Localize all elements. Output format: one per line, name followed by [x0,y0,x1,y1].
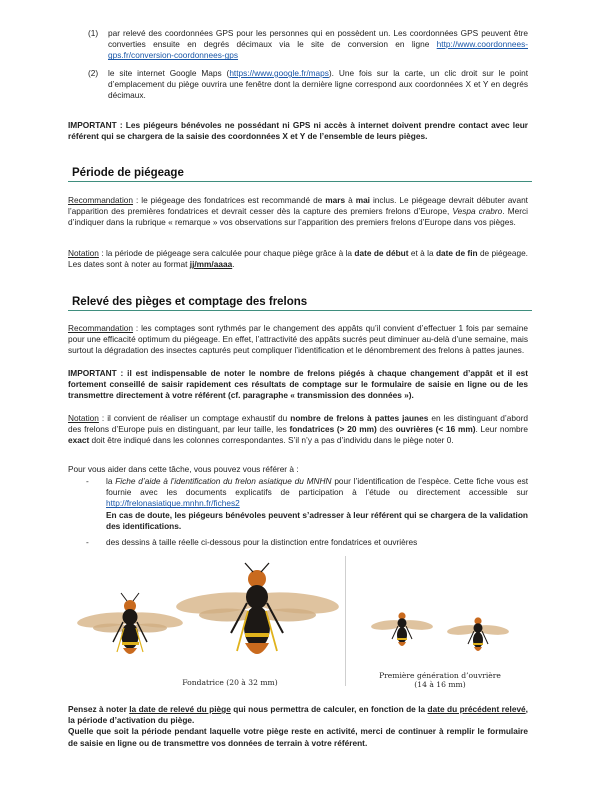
doubt-note: En cas de doute, les piégeurs bénévoles peuvent s’adresser à leur référent qui se chargera de la validation des identifications. [106,509,528,531]
ouvriere-size: ouvrières (< 16 mm) [395,424,476,435]
text: et à la [408,248,436,258]
releve-notation [68,413,528,447]
periode-recommendation [68,195,528,229]
recommendation-label: Recommandation [68,195,134,205]
releve-important: IMPORTANT : il est indispensable de noter le nombre de frelons piégés à chaque changement d’appât et il est fortement conseillé de saisir rapidement ces résultats de comptage sur le formulaire de saisie en ligne ou de les transmettre directement à votre référent (cf. paragraphe « transmission des données »). [68,368,528,401]
text: : il convient de réaliser un comptage exhaustif du [98,413,291,423]
bullet-dash: - [86,476,89,486]
section-title-releve: Relevé des pièges et comptage des frelons [68,296,532,311]
hornet-drawing-fondatrice-large [175,563,340,673]
list-text: ). Une fois sur la carte, un clic droit sur le point d’emplacement du piège ouvrira une fenêtre dont la dernière ligne correspond aux coordonnées X et Y en degrés décimaux. [108,68,528,101]
month-start: mars [325,195,346,205]
gps-conversion-link[interactable]: http://www.coordonnees-gps.fr/conversion-coordonnees-gps [108,39,528,61]
text: doit être indiqué dans les colonnes correspondantes. S’il n’y a pas d’individu dans le piège noter 0. [89,435,454,446]
fiche-title: Fiche d’aide à l’identification du frelon asiatique du MNHN [115,476,332,486]
bullet-dessins: des dessins à taille réelle ci-dessous pour la distinction entre fondatrices et ouvrières [106,537,418,547]
exact-emphasis: exact [68,435,90,446]
month-end: mai [355,195,370,205]
text: , la période d’activation du piège. [68,704,528,726]
text: de piégeage. Les dates sont à noter au format [68,248,528,270]
text: inclus. Le piégeage devrait débuter avant l’apparition des premières fondatrices et devrait cesser dès la capture des premiers frelons d’Europe, [68,195,528,217]
text: des [376,424,396,435]
figure-caption-ouvriere [370,671,510,689]
important-gps-note: IMPORTANT : Les piégeurs bénévoles ne possédant ni GPS ni accès à internet doivent prendre contact avec leur référent qui se chargera de la saisie des coordonnées X et Y de l’ensemble de leurs pièges. [68,120,528,142]
text: : le piégeage des fondatrices est recommandé de [133,195,326,205]
google-maps-link[interactable]: https://www.google.fr/maps [229,68,329,78]
text: la [106,476,116,486]
date-debut: date de début [354,248,409,258]
text: Quelle que soit la période pendant laquelle votre piège reste en activité, merci de continuer à remplir le formulaire de saisie en ligne ou de transmettre vos données de terrain à votre référent. [68,726,528,748]
mnhn-fiche-link[interactable]: http://frelonasiatique.mnhn.fr/fiches2 [106,498,240,509]
footer-note [68,704,528,749]
date-format: jj/mm/aaaa [189,259,233,270]
text: : les comptages sont rythmés par le changement des appâts qu’il convient d’effectuer 1 fois par semaine pour une efficacité optimum du piégeage. En effet, l’attractivité des appâts sucrés peut diminuer au-delà d’une semaine, mais surtout la dégradation des insectes capturés peut compliquer l’identification et le dénombrement des frelons à pattes jaunes. [68,323,528,356]
notation-label: Notation [68,248,99,258]
date-releve: la date de relevé du piège [129,704,231,714]
hornet-drawing-ouvriere-1 [370,607,434,653]
text: en les distinguant d’abord des frelons d’Europe puis en distinguant, par leur taille, les [68,413,528,435]
text: pour l’identification de l’espèce. Cette fiche vous est fournie avec les documents explicatifs de participation à l’étude ou directement accessible sur [106,476,529,498]
text: : la période de piégeage sera calculée pour chaque piège grâce à la [98,248,355,258]
list-text: par relevé des coordonnées GPS pour les personnes qui en possèdent un. Les coordonnées GPS peuvent être converties ensuite en degrés décimaux via le site de conversion en ligne [108,28,528,50]
list-number: (1) [88,28,99,38]
bullet-dash: - [86,537,89,547]
date-precedent: date du précédent relevé [427,704,526,714]
releve-recommendation [68,323,528,357]
species-name: Vespa crabro [452,206,503,217]
figure-caption-fondatrice: Fondatrice (20 à 32 mm) [182,678,278,687]
text: . Leur nombre [475,424,528,435]
text: à [345,195,356,205]
caption-line: Première génération d’ouvrière [379,671,501,680]
section-title-periode: Période de piégeage [68,167,532,182]
text: qui nous permettra de calculer, en fonction de la [230,704,428,714]
text: Pensez à noter [68,704,130,714]
periode-notation [68,248,528,270]
text: . [232,259,235,270]
notation-label: Notation [68,413,99,423]
date-fin: date de fin [435,248,478,258]
bullet-fiche-aide [106,476,528,532]
figure-divider [345,556,346,686]
list-item-gps [88,28,528,62]
recommendation-label: Recommandation [68,323,134,333]
list-item-google-maps [88,68,528,102]
fondatrice-size: fondatrices (> 20 mm) [289,424,377,435]
count-emphasis: nombre de frelons à pattes jaunes [290,413,429,423]
help-intro: Pour vous aider dans cette tâche, vous pouvez vous référer à : [68,464,299,474]
text: . Merci d’indiquer dans la rubrique « remarque » vos observations sur l’apparition des premiers frelons d’Europe dans vos pièges. [68,206,528,228]
caption-line: (14 à 16 mm) [414,680,466,689]
hornet-drawing-fondatrice-small [75,590,185,670]
list-number: (2) [88,68,99,78]
hornet-drawing-ouvriere-2 [446,612,510,658]
list-text: le site internet Google Maps ( [108,68,230,78]
